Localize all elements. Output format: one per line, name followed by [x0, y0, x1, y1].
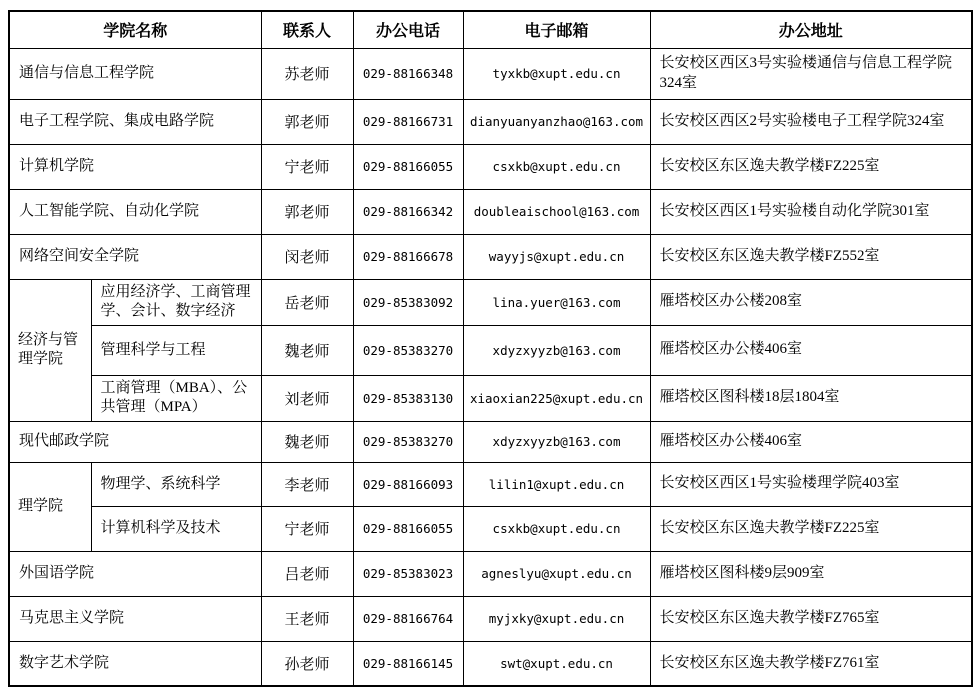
program-name-cell: 工商管理（MBA）、公共管理（MPA）	[91, 375, 261, 421]
table-row	[9, 506, 972, 551]
address-cell: 长安校区西区1号实验楼理学院403室	[650, 462, 972, 506]
contact-cell: 魏老师	[261, 325, 353, 375]
contact-cell: 孙老师	[261, 641, 353, 686]
college-name-cell: 外国语学院	[9, 551, 261, 596]
college-name-cell: 电子工程学院、集成电路学院	[9, 99, 261, 144]
college-group-cell: 理学院	[9, 462, 91, 551]
address-cell: 长安校区西区3号实验楼通信与信息工程学院324室	[650, 48, 972, 99]
college-name-cell: 现代邮政学院	[9, 421, 261, 462]
phone-cell: 029-88166055	[353, 144, 463, 189]
email-cell: lilin1@xupt.edu.cn	[463, 462, 650, 506]
address-cell: 长安校区东区逸夫教学楼FZ225室	[650, 506, 972, 551]
email-cell: xiaoxian225@xupt.edu.cn	[463, 375, 650, 421]
contact-cell: 闵老师	[261, 234, 353, 279]
email-cell: xdyzxyyzb@163.com	[463, 325, 650, 375]
table-row	[9, 189, 972, 234]
address-cell: 长安校区东区逸夫教学楼FZ552室	[650, 234, 972, 279]
phone-cell: 029-88166731	[353, 99, 463, 144]
email-cell: tyxkb@xupt.edu.cn	[463, 48, 650, 99]
address-cell: 雁塔校区图科楼18层1804室	[650, 375, 972, 421]
program-name-cell: 管理科学与工程	[91, 325, 261, 375]
contact-cell: 宁老师	[261, 144, 353, 189]
phone-cell: 029-88166342	[353, 189, 463, 234]
phone-cell: 029-88166145	[353, 641, 463, 686]
email-cell: swt@xupt.edu.cn	[463, 641, 650, 686]
contact-cell: 吕老师	[261, 551, 353, 596]
table-row	[9, 375, 972, 421]
contact-cell: 宁老师	[261, 506, 353, 551]
program-name-cell: 应用经济学、工商管理学、会计、数字经济	[91, 279, 261, 325]
contact-cell: 岳老师	[261, 279, 353, 325]
header-office-address: 办公地址	[650, 11, 972, 48]
email-cell: csxkb@xupt.edu.cn	[463, 506, 650, 551]
table-row	[9, 596, 972, 641]
table-row	[9, 48, 972, 99]
address-cell: 长安校区东区逸夫教学楼FZ761室	[650, 641, 972, 686]
table-row	[9, 279, 972, 325]
phone-cell: 029-85383130	[353, 375, 463, 421]
address-cell: 长安校区西区2号实验楼电子工程学院324室	[650, 99, 972, 144]
college-name-cell: 通信与信息工程学院	[9, 48, 261, 99]
email-cell: dianyuanyanzhao@163.com	[463, 99, 650, 144]
table-row	[9, 641, 972, 686]
address-cell: 雁塔校区办公楼406室	[650, 325, 972, 375]
table-row	[9, 551, 972, 596]
college-name-cell: 马克思主义学院	[9, 596, 261, 641]
email-cell: csxkb@xupt.edu.cn	[463, 144, 650, 189]
phone-cell: 029-85383270	[353, 325, 463, 375]
college-group-cell: 经济与管理学院	[9, 279, 91, 421]
contact-cell: 刘老师	[261, 375, 353, 421]
table-row	[9, 421, 972, 462]
college-name-cell: 计算机学院	[9, 144, 261, 189]
email-cell: wayyjs@xupt.edu.cn	[463, 234, 650, 279]
phone-cell: 029-88166348	[353, 48, 463, 99]
table-row	[9, 234, 972, 279]
email-cell: agneslyu@xupt.edu.cn	[463, 551, 650, 596]
phone-cell: 029-85383092	[353, 279, 463, 325]
email-cell: myjxky@xupt.edu.cn	[463, 596, 650, 641]
college-name-cell: 网络空间安全学院	[9, 234, 261, 279]
header-college-name: 学院名称	[9, 11, 261, 48]
college-name-cell: 数字艺术学院	[9, 641, 261, 686]
program-name-cell: 物理学、系统科学	[91, 462, 261, 506]
phone-cell: 029-85383023	[353, 551, 463, 596]
phone-cell: 029-88166764	[353, 596, 463, 641]
address-cell: 长安校区西区1号实验楼自动化学院301室	[650, 189, 972, 234]
address-cell: 长安校区东区逸夫教学楼FZ225室	[650, 144, 972, 189]
email-cell: lina.yuer@163.com	[463, 279, 650, 325]
address-cell: 雁塔校区办公楼406室	[650, 421, 972, 462]
table-row	[9, 99, 972, 144]
contact-cell: 李老师	[261, 462, 353, 506]
phone-cell: 029-88166678	[353, 234, 463, 279]
address-cell: 雁塔校区图科楼9层909室	[650, 551, 972, 596]
contact-cell: 王老师	[261, 596, 353, 641]
address-cell: 长安校区东区逸夫教学楼FZ765室	[650, 596, 972, 641]
header-contact-person: 联系人	[261, 11, 353, 48]
email-cell: xdyzxyyzb@163.com	[463, 421, 650, 462]
contact-cell: 郭老师	[261, 99, 353, 144]
header-office-phone: 办公电话	[353, 11, 463, 48]
contact-cell: 苏老师	[261, 48, 353, 99]
contact-cell: 郭老师	[261, 189, 353, 234]
table-row	[9, 325, 972, 375]
address-cell: 雁塔校区办公楼208室	[650, 279, 972, 325]
contact-cell: 魏老师	[261, 421, 353, 462]
program-name-cell: 计算机科学及技术	[91, 506, 261, 551]
table-row	[9, 462, 972, 506]
phone-cell: 029-88166093	[353, 462, 463, 506]
header-row	[9, 11, 972, 48]
college-name-cell: 人工智能学院、自动化学院	[9, 189, 261, 234]
phone-cell: 029-85383270	[353, 421, 463, 462]
email-cell: doubleaischool@163.com	[463, 189, 650, 234]
header-email: 电子邮箱	[463, 11, 650, 48]
table-row	[9, 144, 972, 189]
college-contacts-table	[8, 10, 973, 687]
phone-cell: 029-88166055	[353, 506, 463, 551]
